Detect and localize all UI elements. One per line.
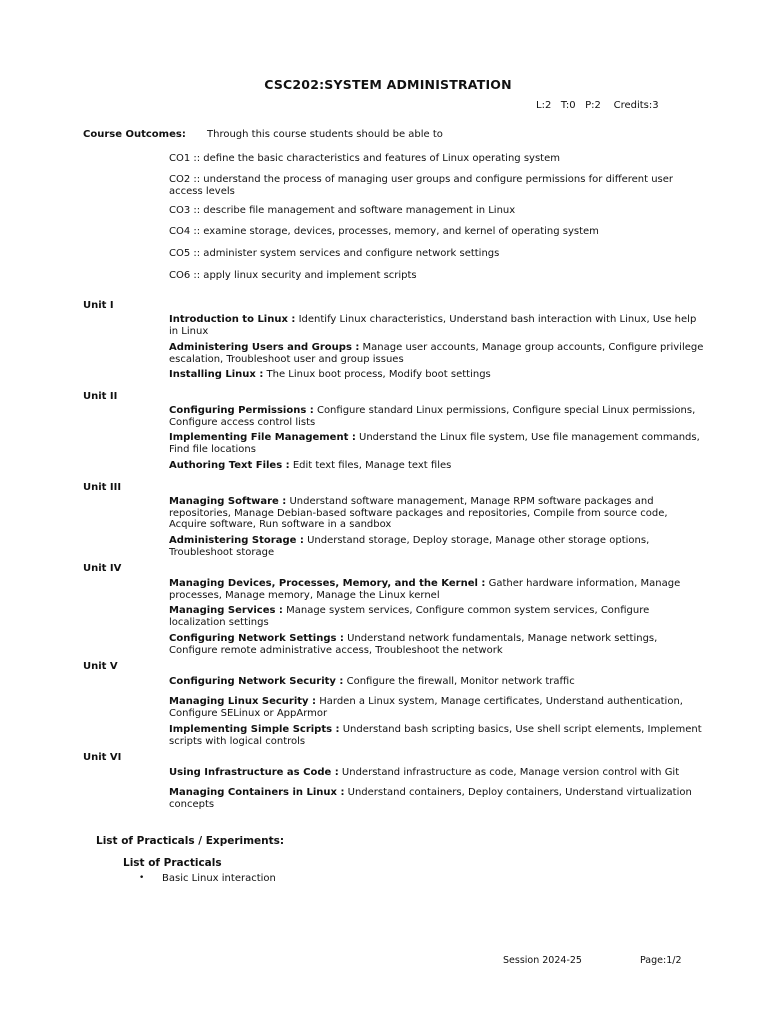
unit-label: Unit V <box>83 661 118 672</box>
unit-label: Unit IV <box>83 563 122 574</box>
topic-title: Managing Software : <box>169 496 287 507</box>
topic-text: Understand network fundamentals, Manage network settings, Configure remote administrative access, Troubleshoot the network <box>169 633 658 656</box>
topic-title: Using Infrastructure as Code : <box>169 767 339 778</box>
course-outcome-2: CO2 :: understand the process of managing user groups and configure permissions for different user access levels <box>169 174 674 197</box>
unit-topic <box>169 314 704 337</box>
unit-topic <box>169 432 704 455</box>
footer-session: Session 2024-25 <box>503 955 582 966</box>
practicals-subheading: List of Practicals <box>123 857 222 869</box>
bullet-icon: • <box>139 873 145 883</box>
course-outcome-3: CO3 :: describe file management and software management in Linux <box>169 205 516 216</box>
topic-text: Understand software management, Manage RPM software packages and repositories, Manage Debian-based software packages and repositories, Compile from source code, Acquire software, Run software in a sandbox <box>169 496 668 530</box>
topic-title: Administering Users and Groups : <box>169 342 360 353</box>
topic-title: Implementing Simple Scripts : <box>169 724 340 735</box>
unit-label: Unit VI <box>83 752 122 763</box>
topic-title: Configuring Permissions : <box>169 405 314 416</box>
course-outcome-1: CO1 :: define the basic characteristics and features of Linux operating system <box>169 153 560 164</box>
unit-topic <box>169 724 704 747</box>
topic-text: Manage user accounts, Manage group accounts, Configure privilege escalation, Troubleshoot user and group issues <box>169 342 704 365</box>
unit-label: Unit II <box>83 391 118 402</box>
unit-topic <box>169 460 704 472</box>
unit-topic <box>169 696 704 719</box>
footer-page-number: Page:1/2 <box>640 955 682 966</box>
topic-title: Managing Containers in Linux : <box>169 787 345 798</box>
topic-title: Authoring Text Files : <box>169 460 290 471</box>
unit-topic <box>169 767 704 779</box>
topic-text: Understand infrastructure as code, Manage version control with Git <box>338 767 680 778</box>
course-outcome-5: CO5 :: administer system services and configure network settings <box>169 248 500 259</box>
topic-text: Harden a Linux system, Manage certificates, Understand authentication, Configure SELinux or AppArmor <box>169 696 683 719</box>
topic-text: The Linux boot process, Modify boot settings <box>263 369 491 380</box>
topic-title: Managing Devices, Processes, Memory, and the Kernel : <box>169 578 486 589</box>
unit-topic <box>169 496 704 531</box>
course-title: CSC202:SYSTEM ADMINISTRATION <box>264 77 512 92</box>
unit-topic <box>169 633 704 656</box>
course-outcomes-label: Course Outcomes: <box>83 129 186 140</box>
topic-text: Understand containers, Deploy containers, Understand virtualization concepts <box>169 787 692 810</box>
topic-text: Manage system services, Configure common system services, Configure localization settings <box>169 605 650 628</box>
topic-text: Configure standard Linux permissions, Configure special Linux permissions, Configure access control lists <box>169 405 696 428</box>
practical-item: Basic Linux interaction <box>162 873 276 884</box>
topic-title: Managing Linux Security : <box>169 696 317 707</box>
topic-title: Managing Services : <box>169 605 283 616</box>
topic-title: Installing Linux : <box>169 369 264 380</box>
unit-topic <box>169 676 704 688</box>
unit-topic <box>169 342 704 365</box>
topic-text: Gather hardware information, Manage processes, Manage memory, Manage the Linux kernel <box>169 578 681 601</box>
unit-topic <box>169 578 704 601</box>
unit-topic <box>169 405 704 428</box>
course-outcome-6: CO6 :: apply linux security and implement scripts <box>169 270 417 281</box>
topic-title: Implementing File Management : <box>169 432 356 443</box>
topic-title: Configuring Network Settings : <box>169 633 344 644</box>
ltp-credits: L:2 T:0 P:2 Credits:3 <box>536 100 659 111</box>
unit-topic <box>169 369 704 381</box>
topic-text: Edit text files, Manage text files <box>289 460 452 471</box>
topic-text: Understand bash scripting basics, Use shell script elements, Implement scripts with logical controls <box>169 724 702 747</box>
topic-title: Configuring Network Security : <box>169 676 344 687</box>
unit-topic <box>169 535 704 558</box>
topic-text: Configure the firewall, Monitor network traffic <box>343 676 575 687</box>
topic-text: Understand storage, Deploy storage, Manage other storage options, Troubleshoot storage <box>169 535 650 558</box>
unit-label: Unit I <box>83 300 114 311</box>
practicals-heading: List of Practicals / Experiments: <box>96 835 285 847</box>
course-outcomes-intro: Through this course students should be able to <box>207 129 443 140</box>
topic-title: Administering Storage : <box>169 535 304 546</box>
unit-label: Unit III <box>83 482 122 493</box>
unit-topic <box>169 787 704 810</box>
topic-title: Introduction to Linux : <box>169 314 296 325</box>
course-outcome-4: CO4 :: examine storage, devices, processes, memory, and kernel of operating system <box>169 226 599 237</box>
topic-text: Understand the Linux file system, Use file management commands, Find file locations <box>169 432 700 455</box>
unit-topic <box>169 605 704 628</box>
topic-text: Identify Linux characteristics, Understand bash interaction with Linux, Use help in Linux <box>169 314 697 337</box>
